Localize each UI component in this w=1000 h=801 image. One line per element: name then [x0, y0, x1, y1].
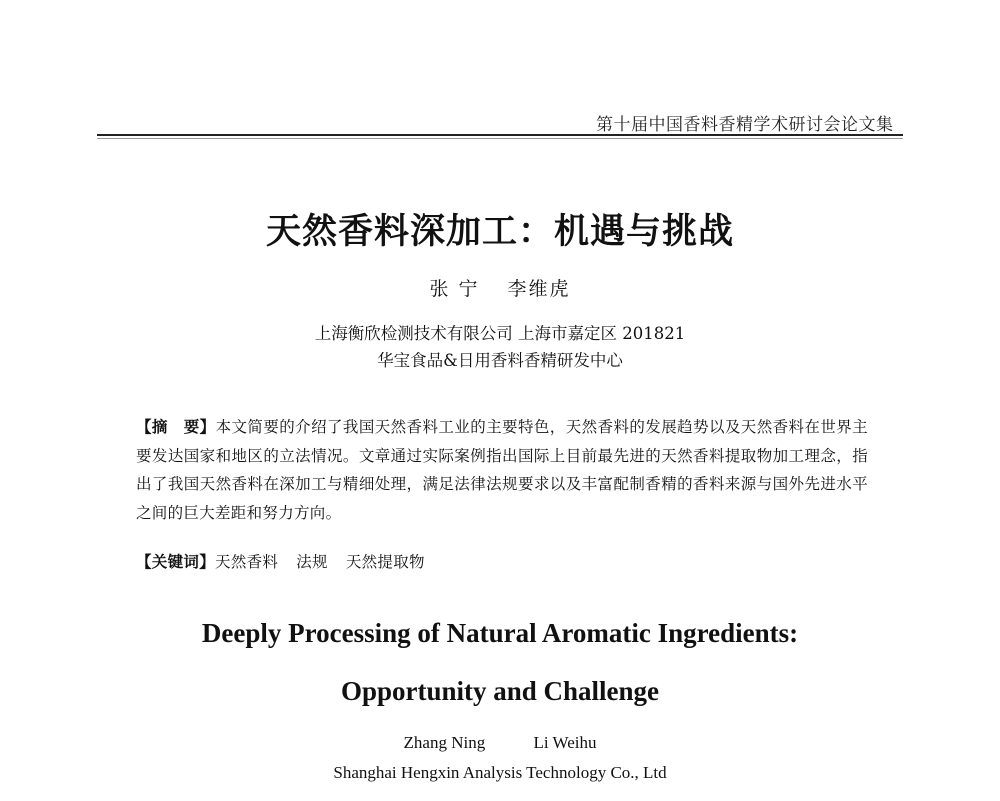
author-2: 李维虎 [507, 278, 571, 300]
abstract-label: 【摘 要】 [136, 418, 216, 436]
english-affiliation: Shanghai Hengxin Analysis Technology Co., Ltd [333, 763, 667, 782]
running-head: 第十届中国香料香精学术研讨会论文集 [596, 115, 894, 135]
english-title-line-2: Opportunity and Challenge [340, 676, 660, 706]
keywords [136, 550, 868, 572]
header-rule-thin [97, 138, 903, 139]
affiliation-2: 华宝食品&日用香料香精研发中心 [377, 351, 623, 370]
keyword-2: 法规 [296, 553, 328, 571]
keywords-label: 【关键词】 [136, 553, 216, 571]
author-1: 张 宁 [429, 278, 480, 300]
header-rule [97, 134, 903, 136]
english-title-line-1: Deeply Processing of Natural Aromatic Ingredients: [201, 618, 799, 648]
keyword-3: 天然提取物 [345, 553, 425, 571]
chinese-title: 天然香料深加工：机遇与挑战 [265, 212, 734, 252]
english-author-2: Li Weihu [533, 733, 597, 752]
chinese-authors [0, 274, 1000, 301]
keyword-1: 天然香料 [215, 553, 279, 571]
english-author-1: Zhang Ning [403, 733, 486, 752]
affiliation-1: 上海衡欣检测技术有限公司 上海市嘉定区 201821 [314, 324, 686, 343]
abstract-text: 本文简要的介绍了我国天然香料工业的主要特色，天然香料的发展趋势以及天然香料在世界主要发达国家和地区的立法情况。文章通过实际案例指出国际上目前最先进的天然香料提取物加工理念，指出了我国天然香料在深加工与精细处理，满足法律法规要求以及丰富配制香精的香料来源与国外先进水平之间的巨大差距和努力方向。 [136, 418, 868, 522]
english-authors [0, 733, 1000, 753]
abstract [136, 413, 868, 527]
